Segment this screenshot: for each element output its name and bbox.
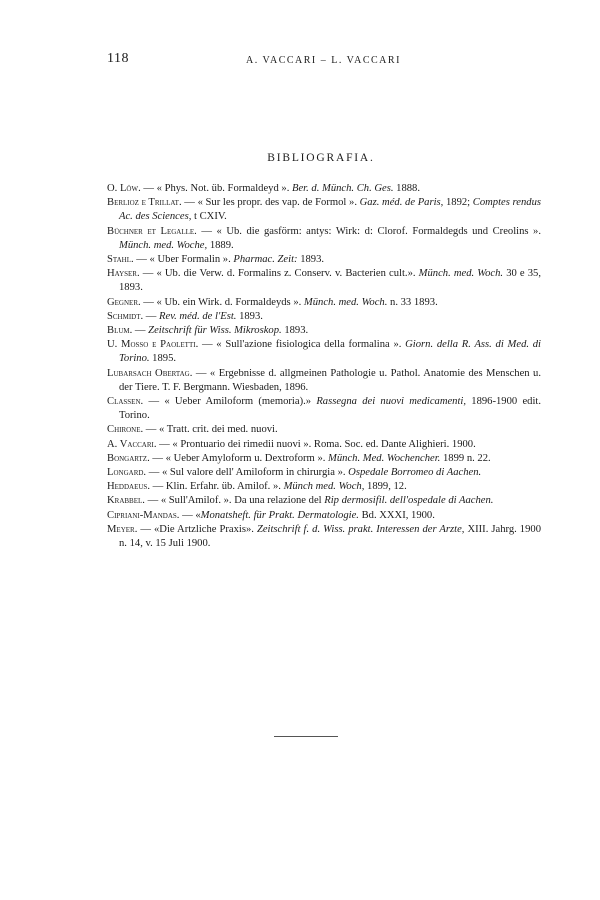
entry-author: O. Löw.: [107, 183, 141, 194]
bibliography-entry: [107, 452, 541, 466]
entry-author: Heddaeus.: [107, 481, 150, 493]
bibliography-entry: [107, 423, 541, 437]
entry-source: Gaz. méd. de Paris,: [359, 197, 444, 209]
entry-text: n. 33 1893.: [387, 296, 438, 308]
entry-text: 1895.: [149, 353, 177, 365]
entry-author: Lubarsach Obertag.: [107, 367, 193, 379]
entry-text: — Klin. Erfahr. üb. Amilof. ».: [149, 481, 284, 493]
entry-text: — « Ub. ein Wirk. d. Formaldeyds ».: [140, 296, 304, 308]
entry-source: Zeitschrift f. d. Wiss. prakt. Interessen der Arzte,: [256, 523, 465, 535]
entry-text: 1893.: [236, 310, 263, 322]
entry-author: Longard.: [107, 467, 147, 479]
entry-text: 1899 n. 22.: [440, 452, 491, 464]
entry-text: —: [132, 325, 149, 337]
entry-source: Münch med. Woch,: [283, 481, 365, 493]
entry-author: Krabbel.: [107, 495, 145, 507]
entry-text: 30 e 35, 1893.: [119, 268, 541, 294]
entry-text: — « Ueber Amyloform u. Dextroform ».: [149, 452, 329, 464]
entry-source: Rassegna dei nuovi medicamenti,: [316, 396, 467, 408]
bibliography-entry: [107, 182, 541, 196]
bibliography-entry: [107, 196, 541, 224]
entry-author: U. Mosso e Paoletti.: [107, 339, 199, 351]
entry-text: 1889.: [207, 239, 234, 251]
entry-author: Bongartz.: [107, 452, 150, 464]
entry-source: Ber. d. Münch. Ch. Ges.: [292, 183, 394, 194]
entry-source: Rip dermosifil. dell'ospedale di Aachen.: [324, 495, 494, 507]
entry-text: 1896-1900 edit. Torino.: [119, 396, 541, 422]
entry-author: Chirone.: [107, 424, 144, 436]
bibliography-entry: [107, 367, 541, 395]
bibliography-list: [107, 182, 541, 551]
entry-source: Münch. Med. Wochencher.: [328, 452, 441, 464]
bibliography-entry: [107, 310, 541, 324]
entry-author: Büchner et Legalle.: [107, 225, 197, 237]
bibliography-entry: [107, 466, 541, 480]
entry-text: — « Sull'azione fisiologica della formalina ».: [198, 339, 406, 351]
entry-text: XIII. Jahrg. 1900 n. 14, v. 15 Juli 1900.: [119, 523, 541, 550]
end-rule: [274, 736, 338, 737]
bibliography-entry: [107, 438, 541, 452]
entry-source: Münch. med. Woch.: [418, 268, 504, 280]
bibliography-entry: [107, 523, 541, 551]
entry-text: 1892;: [443, 197, 473, 209]
entry-text: — « Tratt. crit. dei med. nuovi.: [143, 424, 278, 436]
entry-text: — «Die Artzliche Praxis».: [137, 523, 257, 535]
entry-text: t CXIV.: [191, 211, 227, 223]
entry-text: — «: [179, 509, 201, 521]
entry-text: — « Ub. die gasförm: antys: Wirk: d: Clorof. Formaldegds und Creolins ».: [196, 225, 542, 237]
entry-author: Blum.: [107, 325, 133, 337]
entry-author: Gegner.: [107, 296, 141, 308]
bibliography-entry: [107, 324, 541, 338]
entry-text: — « Ergebnisse d. allgmeinen Pathologie u. Pathol. Anatomie des Menschen u. der Tiere. T. F. Bergmann. Wiesbaden, 1896.: [119, 367, 541, 393]
entry-text: — « Ueber Amiloform (memoria).»: [143, 396, 317, 408]
entry-text: 1899, 12.: [364, 481, 407, 493]
entry-author: Meyer.: [107, 523, 138, 535]
entry-source: Comptes rendus Ac. des Sciences,: [119, 197, 541, 223]
bibliography-entry: [107, 494, 541, 508]
entry-author: Hayser.: [107, 268, 140, 280]
entry-text: 1888.: [393, 183, 420, 194]
bibliography-entry: [107, 253, 541, 267]
entry-author: Schmidt.: [107, 310, 144, 322]
entry-source: Monatsheft. für Prakt. Dermatologie.: [200, 509, 359, 521]
bibliography-entry: [107, 480, 541, 494]
page-number: 118: [107, 51, 129, 66]
entry-source: Zeitschrift für Wiss. Mikroskop.: [148, 325, 282, 337]
entry-source: Ospedale Borromeo di Aachen.: [348, 467, 482, 479]
entry-author: Berlioz e Trillat.: [107, 197, 182, 209]
entry-author: A. Vaccari.: [107, 438, 157, 450]
entry-text: 1893.: [281, 325, 309, 337]
entry-author: Classen.: [107, 396, 144, 408]
entry-source: Giorn. della R. Ass. di Med. di Torino.: [119, 339, 542, 365]
entry-text: — « Ub. die Verw. d. Formalins z. Conserv. v. Bacterien cult.».: [139, 268, 419, 280]
entry-author: Cipriani-Mandas.: [107, 509, 180, 521]
entry-text: —: [143, 310, 160, 322]
entry-text: — « Sull'Amilof. ». Da una relazione del: [144, 495, 325, 507]
entry-source: Rev. méd. de l'Est.: [159, 310, 237, 322]
entry-text: — « Phys. Not. üb. Formaldeyd ».: [140, 183, 292, 194]
bibliography-entry: [107, 509, 541, 523]
entry-source: Münch. med. Woch.: [303, 296, 388, 308]
entry-text: 1893.: [297, 254, 325, 266]
entry-author: Stahl.: [107, 254, 134, 266]
entry-text: — « Sur les propr. des vap. de Formol ».: [181, 197, 360, 209]
entry-text: Bd. XXXI, 1900.: [358, 509, 435, 521]
bibliography-entry: [107, 267, 541, 295]
entry-text: — « Sul valore dell' Amiloform in chirurgia ».: [146, 467, 349, 479]
section-title: BIBLIOGRAFIA.: [267, 152, 375, 164]
bibliography-entry: [107, 395, 541, 423]
entry-text: — « Uber Formalin ».: [133, 254, 234, 266]
bibliography-entry: [107, 296, 541, 310]
bibliography-entry: [107, 338, 541, 366]
entry-source: Münch. med. Woche,: [119, 239, 208, 251]
bibliography-entry: [107, 225, 541, 253]
entry-text: — « Prontuario dei rimedii nuovi ». Roma. Soc. ed. Dante Alighieri. 1900.: [156, 438, 476, 450]
running-head: A. VACCARI – L. VACCARI: [246, 55, 401, 66]
entry-source: Pharmac. Zeit:: [233, 254, 298, 266]
